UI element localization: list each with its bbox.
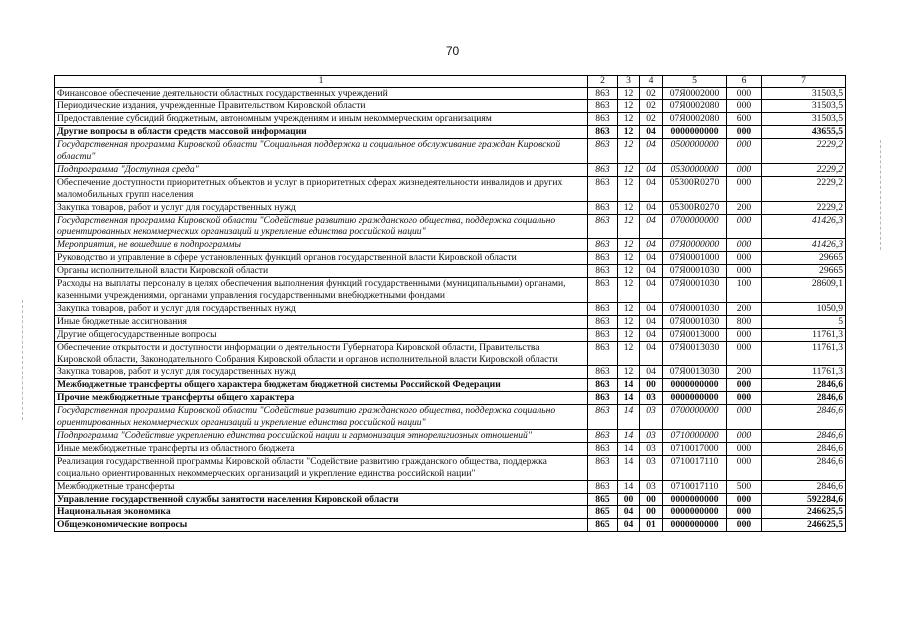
row-amount-cell: 31503,5: [762, 113, 846, 126]
table-row: [55, 366, 846, 379]
row-expense-type-cell: 000: [727, 341, 762, 366]
row-target-code-cell: 0710017110: [663, 480, 727, 493]
row-subsection-cell: 04: [640, 302, 663, 315]
row-subsection-cell: 04: [640, 239, 663, 252]
row-section-cell: 04: [618, 519, 640, 532]
row-amount-cell: 41426,3: [762, 239, 846, 252]
row-subsection-cell: 02: [640, 87, 663, 100]
row-section-cell: 14: [618, 392, 640, 405]
row-section-cell: 14: [618, 455, 640, 480]
row-subsection-cell: 00: [640, 493, 663, 506]
row-target-code-cell: 0000000000: [663, 493, 727, 506]
table-row: [55, 379, 846, 392]
table-row: [55, 405, 846, 430]
row-name-cell: Другие вопросы в области средств массовой информации: [55, 126, 588, 139]
row-section-cell: 12: [618, 87, 640, 100]
row-expense-type-cell: 000: [727, 493, 762, 506]
row-name-cell: Обеспечение открытости и доступности информации о деятельности Губернатора Кировской области, Правительства Кировской области, Законодательного Собрания Кировской области и органов исполнительной власти Кировской области: [55, 341, 588, 366]
row-admin-code-cell: 863: [588, 265, 618, 278]
row-admin-code-cell: 863: [588, 201, 618, 214]
row-admin-code-cell: 863: [588, 405, 618, 430]
table-row: [55, 506, 846, 519]
row-amount-cell: 2846,6: [762, 442, 846, 455]
table-row: [55, 442, 846, 455]
row-name-cell: Управление государственной службы занятости населения Кировской области: [55, 493, 588, 506]
row-section-cell: 12: [618, 239, 640, 252]
row-amount-cell: 41426,3: [762, 214, 846, 239]
row-section-cell: 12: [618, 328, 640, 341]
row-expense-type-cell: 200: [727, 201, 762, 214]
row-admin-code-cell: 865: [588, 506, 618, 519]
page-number: 70: [445, 44, 460, 58]
row-section-cell: 14: [618, 442, 640, 455]
row-expense-type-cell: 500: [727, 480, 762, 493]
table-row: [55, 126, 846, 139]
row-name-cell: Расходы на выплаты персоналу в целях обеспечения выполнения функций государственными (муниципальными) органами, казенными учреждениями, органами управления государственными внебюджетными фондами: [55, 278, 588, 303]
table-row: [55, 87, 846, 100]
table-row: [55, 455, 846, 480]
row-subsection-cell: 02: [640, 100, 663, 113]
row-amount-cell: 592284,6: [762, 493, 846, 506]
table-row: [55, 278, 846, 303]
header-cell: 6: [727, 76, 762, 88]
row-amount-cell: 11761,3: [762, 328, 846, 341]
row-expense-type-cell: 000: [727, 100, 762, 113]
header-cell: 2: [588, 76, 618, 88]
table-row: [55, 163, 846, 176]
row-name-cell: Органы исполнительной власти Кировской области: [55, 265, 588, 278]
table-row: [55, 176, 846, 201]
table-row: [55, 100, 846, 113]
row-amount-cell: 29665: [762, 265, 846, 278]
row-amount-cell: 2846,6: [762, 405, 846, 430]
row-subsection-cell: 01: [640, 519, 663, 532]
row-expense-type-cell: 000: [727, 405, 762, 430]
table-row: [55, 480, 846, 493]
row-expense-type-cell: 000: [727, 328, 762, 341]
row-amount-cell: 2229,2: [762, 163, 846, 176]
row-section-cell: 14: [618, 480, 640, 493]
row-admin-code-cell: 863: [588, 139, 618, 164]
row-expense-type-cell: 000: [727, 239, 762, 252]
table-row: [55, 201, 846, 214]
row-target-code-cell: 07Я0001030: [663, 265, 727, 278]
row-name-cell: Реализация государственной программы Кировской области "Содействие развитию гражданского общества, поддержка социально ориентированных некоммерческих организаций и укрепление единства российской нации": [55, 455, 588, 480]
row-subsection-cell: 03: [640, 392, 663, 405]
row-amount-cell: 2846,6: [762, 392, 846, 405]
row-amount-cell: 2229,2: [762, 201, 846, 214]
row-admin-code-cell: 863: [588, 176, 618, 201]
row-name-cell: Межбюджетные трансферты: [55, 480, 588, 493]
row-target-code-cell: 07Я0001030: [663, 315, 727, 328]
row-name-cell: Иные бюджетные ассигнования: [55, 315, 588, 328]
row-admin-code-cell: 863: [588, 163, 618, 176]
row-subsection-cell: 04: [640, 214, 663, 239]
row-target-code-cell: 0500000000: [663, 139, 727, 164]
row-name-cell: Государственная программа Кировской области "Содействие развитию гражданского общества, поддержка социально ориентированных некоммерческих организаций и укрепление единства российской нации": [55, 405, 588, 430]
row-subsection-cell: 04: [640, 252, 663, 265]
row-expense-type-cell: 000: [727, 126, 762, 139]
row-admin-code-cell: 863: [588, 392, 618, 405]
row-name-cell: Финансовое обеспечение деятельности областных государственных учреждений: [55, 87, 588, 100]
table-row: [55, 429, 846, 442]
row-admin-code-cell: 863: [588, 455, 618, 480]
row-target-code-cell: 05300R0270: [663, 201, 727, 214]
row-target-code-cell: 07Я0013030: [663, 341, 727, 366]
row-subsection-cell: 03: [640, 480, 663, 493]
row-admin-code-cell: 863: [588, 341, 618, 366]
table-row: [55, 239, 846, 252]
row-target-code-cell: 0000000000: [663, 126, 727, 139]
row-section-cell: 12: [618, 302, 640, 315]
row-subsection-cell: 00: [640, 379, 663, 392]
header-cell: 3: [618, 76, 640, 88]
row-name-cell: Закупка товаров, работ и услуг для государственных нужд: [55, 302, 588, 315]
row-expense-type-cell: 000: [727, 429, 762, 442]
row-subsection-cell: 04: [640, 163, 663, 176]
row-subsection-cell: 04: [640, 126, 663, 139]
row-target-code-cell: 07Я0002080: [663, 100, 727, 113]
row-target-code-cell: 07Я0013000: [663, 328, 727, 341]
row-amount-cell: 246625,5: [762, 506, 846, 519]
row-subsection-cell: 04: [640, 265, 663, 278]
row-expense-type-cell: 000: [727, 176, 762, 201]
row-expense-type-cell: 000: [727, 392, 762, 405]
row-subsection-cell: 00: [640, 506, 663, 519]
row-amount-cell: 31503,5: [762, 87, 846, 100]
row-target-code-cell: 07Я0002080: [663, 113, 727, 126]
row-admin-code-cell: 863: [588, 315, 618, 328]
row-admin-code-cell: 863: [588, 113, 618, 126]
row-admin-code-cell: 863: [588, 302, 618, 315]
row-target-code-cell: 0000000000: [663, 379, 727, 392]
table-row: [55, 328, 846, 341]
row-expense-type-cell: 000: [727, 506, 762, 519]
row-expense-type-cell: 000: [727, 265, 762, 278]
row-section-cell: 14: [618, 429, 640, 442]
row-expense-type-cell: 000: [727, 442, 762, 455]
row-expense-type-cell: 000: [727, 139, 762, 164]
row-target-code-cell: 05300R0270: [663, 176, 727, 201]
row-expense-type-cell: 000: [727, 163, 762, 176]
table-row: [55, 392, 846, 405]
row-subsection-cell: 04: [640, 139, 663, 164]
table-row: [55, 214, 846, 239]
row-amount-cell: 2229,2: [762, 176, 846, 201]
row-section-cell: 12: [618, 366, 640, 379]
row-section-cell: 12: [618, 265, 640, 278]
row-amount-cell: 31503,5: [762, 100, 846, 113]
row-admin-code-cell: 863: [588, 239, 618, 252]
row-subsection-cell: 04: [640, 328, 663, 341]
row-name-cell: Межбюджетные трансферты общего характера бюджетам бюджетной системы Российской Федерации: [55, 379, 588, 392]
row-expense-type-cell: 000: [727, 519, 762, 532]
table-header-row: [55, 76, 846, 88]
row-target-code-cell: 07Я0002000: [663, 87, 727, 100]
row-target-code-cell: 07Я0001000: [663, 252, 727, 265]
row-amount-cell: 246625,5: [762, 519, 846, 532]
row-name-cell: Обеспечение доступности приоритетных объектов и услуг в приоритетных сферах жизнедеятельности инвалидов и других маломобильных групп населения: [55, 176, 588, 201]
row-target-code-cell: 07Я0013030: [663, 366, 727, 379]
scan-artifact-line: [22, 300, 23, 420]
row-target-code-cell: 0710017110: [663, 455, 727, 480]
row-amount-cell: 2846,6: [762, 429, 846, 442]
row-admin-code-cell: 863: [588, 442, 618, 455]
row-target-code-cell: 07Я0001030: [663, 278, 727, 303]
row-expense-type-cell: 000: [727, 455, 762, 480]
row-target-code-cell: 0000000000: [663, 519, 727, 532]
row-subsection-cell: 03: [640, 455, 663, 480]
row-admin-code-cell: 863: [588, 252, 618, 265]
row-name-cell: Предоставление субсидий бюджетным, автономным учреждениям и иным некоммерческим организациям: [55, 113, 588, 126]
row-amount-cell: 5: [762, 315, 846, 328]
row-amount-cell: 11761,3: [762, 341, 846, 366]
row-target-code-cell: 0530000000: [663, 163, 727, 176]
table-row: [55, 139, 846, 164]
row-admin-code-cell: 863: [588, 278, 618, 303]
row-name-cell: Руководство и управление в сфере установленных функций органов государственной власти Кировской области: [55, 252, 588, 265]
row-target-code-cell: 07Я0000000: [663, 239, 727, 252]
row-section-cell: 12: [618, 126, 640, 139]
row-section-cell: 12: [618, 252, 640, 265]
row-amount-cell: 2229,2: [762, 139, 846, 164]
row-subsection-cell: 03: [640, 429, 663, 442]
row-expense-type-cell: 800: [727, 315, 762, 328]
row-name-cell: Периодические издания, учрежденные Правительством Кировской области: [55, 100, 588, 113]
row-section-cell: 14: [618, 379, 640, 392]
table-row: [55, 302, 846, 315]
scan-artifact-line: [880, 140, 881, 250]
row-expense-type-cell: 100: [727, 278, 762, 303]
row-admin-code-cell: 863: [588, 328, 618, 341]
row-subsection-cell: 04: [640, 315, 663, 328]
row-amount-cell: 2846,6: [762, 455, 846, 480]
row-name-cell: Мероприятия, не вошедшие в подпрограммы: [55, 239, 588, 252]
row-section-cell: 12: [618, 100, 640, 113]
row-admin-code-cell: 863: [588, 100, 618, 113]
row-subsection-cell: 04: [640, 176, 663, 201]
row-section-cell: 12: [618, 139, 640, 164]
row-name-cell: Закупка товаров, работ и услуг для государственных нужд: [55, 366, 588, 379]
row-name-cell: Подпрограмма "Доступная среда": [55, 163, 588, 176]
table-row: [55, 252, 846, 265]
row-amount-cell: 28609,1: [762, 278, 846, 303]
table-row: [55, 519, 846, 532]
row-target-code-cell: 0700000000: [663, 405, 727, 430]
row-expense-type-cell: 000: [727, 252, 762, 265]
row-section-cell: 12: [618, 278, 640, 303]
row-subsection-cell: 04: [640, 278, 663, 303]
row-name-cell: Общеэкономические вопросы: [55, 519, 588, 532]
row-target-code-cell: 0000000000: [663, 392, 727, 405]
row-admin-code-cell: 863: [588, 379, 618, 392]
header-cell: 5: [663, 76, 727, 88]
row-amount-cell: 2846,6: [762, 379, 846, 392]
row-amount-cell: 43655,5: [762, 126, 846, 139]
row-section-cell: 12: [618, 176, 640, 201]
row-name-cell: Закупка товаров, работ и услуг для государственных нужд: [55, 201, 588, 214]
row-admin-code-cell: 863: [588, 429, 618, 442]
table-row: [55, 113, 846, 126]
table-row: [55, 341, 846, 366]
row-subsection-cell: 03: [640, 405, 663, 430]
row-expense-type-cell: 000: [727, 214, 762, 239]
row-name-cell: Прочие межбюджетные трансферты общего характера: [55, 392, 588, 405]
row-subsection-cell: 04: [640, 366, 663, 379]
row-target-code-cell: 0710000000: [663, 429, 727, 442]
row-expense-type-cell: 200: [727, 366, 762, 379]
row-amount-cell: 1050,9: [762, 302, 846, 315]
table-row: [55, 265, 846, 278]
row-admin-code-cell: 863: [588, 366, 618, 379]
row-name-cell: Иные межбюджетные трансферты из областного бюджета: [55, 442, 588, 455]
row-expense-type-cell: 000: [727, 87, 762, 100]
row-admin-code-cell: 863: [588, 480, 618, 493]
row-amount-cell: 2846,6: [762, 480, 846, 493]
row-section-cell: 12: [618, 113, 640, 126]
row-expense-type-cell: 200: [727, 302, 762, 315]
row-section-cell: 00: [618, 493, 640, 506]
row-subsection-cell: 04: [640, 341, 663, 366]
row-subsection-cell: 03: [640, 442, 663, 455]
row-target-code-cell: 0710017000: [663, 442, 727, 455]
table-row: [55, 315, 846, 328]
table-row: [55, 493, 846, 506]
row-section-cell: 12: [618, 201, 640, 214]
row-subsection-cell: 04: [640, 201, 663, 214]
row-section-cell: 12: [618, 163, 640, 176]
row-admin-code-cell: 865: [588, 493, 618, 506]
row-amount-cell: 29665: [762, 252, 846, 265]
row-section-cell: 12: [618, 214, 640, 239]
row-target-code-cell: 0700000000: [663, 214, 727, 239]
row-name-cell: Национальная экономика: [55, 506, 588, 519]
row-expense-type-cell: 600: [727, 113, 762, 126]
budget-table: [54, 75, 846, 532]
row-amount-cell: 11761,3: [762, 366, 846, 379]
row-admin-code-cell: 863: [588, 214, 618, 239]
row-name-cell: Другие общегосударственные вопросы: [55, 328, 588, 341]
row-subsection-cell: 02: [640, 113, 663, 126]
row-name-cell: Подпрограмма "Содействие укреплению единства российской нации и гармонизация этнорелигиозных отношений": [55, 429, 588, 442]
row-target-code-cell: 0000000000: [663, 506, 727, 519]
row-admin-code-cell: 863: [588, 126, 618, 139]
row-name-cell: Государственная программа Кировской области "Социальная поддержка и социальное обслуживание граждан Кировской области": [55, 139, 588, 164]
row-section-cell: 04: [618, 506, 640, 519]
header-cell: 7: [762, 76, 846, 88]
row-section-cell: 12: [618, 315, 640, 328]
header-cell: 1: [55, 76, 588, 88]
row-section-cell: 12: [618, 341, 640, 366]
row-section-cell: 14: [618, 405, 640, 430]
row-name-cell: Государственная программа Кировской области "Содействие развитию гражданского общества, поддержка социально ориентированных некоммерческих организаций и укрепление единства российской нации": [55, 214, 588, 239]
header-cell: 4: [640, 76, 663, 88]
row-target-code-cell: 07Я0001030: [663, 302, 727, 315]
row-admin-code-cell: 865: [588, 519, 618, 532]
row-admin-code-cell: 863: [588, 87, 618, 100]
row-expense-type-cell: 000: [727, 379, 762, 392]
